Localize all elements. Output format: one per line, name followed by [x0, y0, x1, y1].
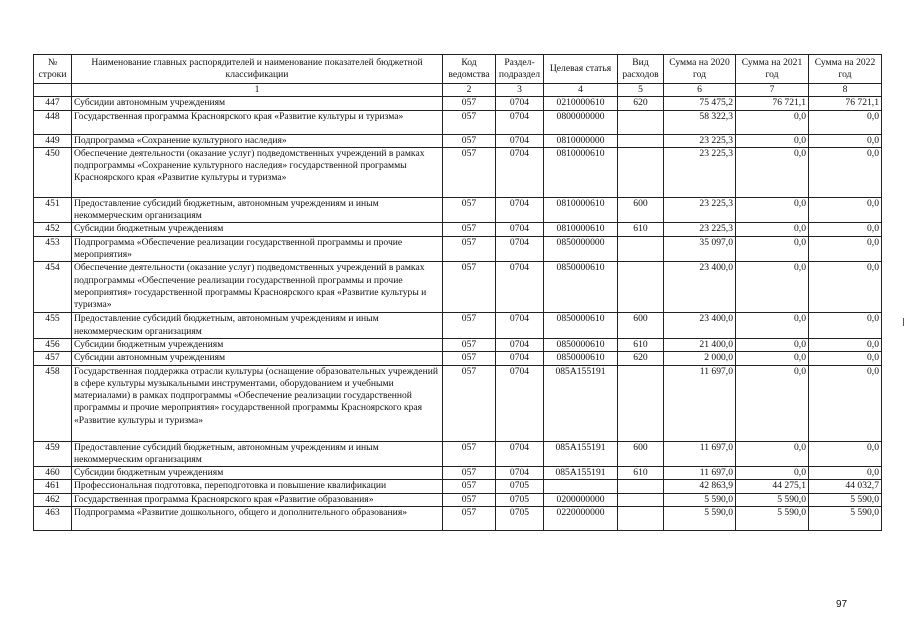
margin-mark [903, 318, 904, 326]
row-sum-2021: 0,0 [736, 236, 809, 262]
table-row [34, 441, 882, 467]
row-razdel: 0704 [496, 147, 544, 197]
row-number: 451 [34, 197, 72, 223]
row-razdel: 0705 [496, 480, 544, 493]
row-ved: 057 [443, 352, 496, 365]
row-sum-2022: 5 590,0 [809, 507, 882, 531]
row-name: Предоставление субсидий бюджетным, автономным учреждениям и иным некоммерческим организациям [72, 313, 443, 339]
row-razdel: 0704 [496, 467, 544, 480]
row-sum-2020: 23 400,0 [664, 262, 736, 313]
row-statya: 0210000610 [544, 97, 618, 110]
row-number: 458 [34, 365, 72, 441]
row-razdel: 0704 [496, 236, 544, 262]
row-sum-2022: 0,0 [809, 313, 882, 339]
row-sum-2022: 0,0 [809, 236, 882, 262]
table-row [34, 97, 882, 110]
row-name: Субсидии бюджетным учреждениям [72, 338, 443, 351]
table-row [34, 262, 882, 313]
row-ved: 057 [443, 134, 496, 147]
row-statya: 0810000610 [544, 147, 618, 197]
row-name: Обеспечение деятельности (оказание услуг) подведомственных учреждений в рамках подпрограммы «Обеспечение реализации государственной программы и прочие мероприятия» государственной программы Красноярского края «Развитие культуры и туризма» [72, 262, 443, 313]
row-statya: 0800000000 [544, 110, 618, 134]
row-name: Государственная программа Красноярского края «Развитие образования» [72, 493, 443, 506]
row-razdel: 0704 [496, 262, 544, 313]
row-statya: 0850000610 [544, 338, 618, 351]
row-name: Предоставление субсидий бюджетным, автономным учреждениям и иным некоммерческим организациям [72, 441, 443, 467]
row-name: Субсидии бюджетным учреждениям [72, 467, 443, 480]
row-sum-2021: 0,0 [736, 365, 809, 441]
row-razdel: 0704 [496, 110, 544, 134]
header-name: Наименование главных распорядителей и наименование показателей бюджетной классификации [72, 55, 443, 84]
row-sum-2022: 0,0 [809, 467, 882, 480]
row-ved: 057 [443, 365, 496, 441]
row-razdel: 0704 [496, 365, 544, 441]
row-sum-2021: 0,0 [736, 467, 809, 480]
row-sum-2022: 0,0 [809, 197, 882, 223]
row-vid: 600 [618, 313, 664, 339]
table-body [34, 97, 882, 531]
row-sum-2021: 76 721,1 [736, 97, 809, 110]
row-vid [618, 480, 664, 493]
table-row [34, 134, 882, 147]
row-ved: 057 [443, 441, 496, 467]
row-vid [618, 110, 664, 134]
row-statya: 0850000610 [544, 352, 618, 365]
row-statya: 0850000610 [544, 313, 618, 339]
column-number: 5 [618, 84, 664, 97]
row-sum-2020: 75 475,2 [664, 97, 736, 110]
row-statya: 0850000610 [544, 262, 618, 313]
table-row [34, 365, 882, 441]
header-sum-2020: Сумма на 2020 год [664, 55, 736, 84]
row-number: 460 [34, 467, 72, 480]
header-row-number: № строки [34, 55, 72, 84]
row-razdel: 0705 [496, 493, 544, 506]
row-sum-2021: 0,0 [736, 223, 809, 236]
table-row [34, 507, 882, 531]
column-number: 3 [496, 84, 544, 97]
row-statya: 0220000000 [544, 507, 618, 531]
row-vid [618, 493, 664, 506]
row-sum-2022: 0,0 [809, 262, 882, 313]
table-row [34, 313, 882, 339]
row-ved: 057 [443, 338, 496, 351]
row-name: Подпрограмма «Развитие дошкольного, общего и дополнительного образования» [72, 507, 443, 531]
row-number: 461 [34, 480, 72, 493]
row-vid: 620 [618, 352, 664, 365]
column-number-blank [34, 84, 72, 97]
table-row [34, 467, 882, 480]
row-razdel: 0704 [496, 441, 544, 467]
column-number: 7 [736, 84, 809, 97]
row-vid: 610 [618, 338, 664, 351]
row-sum-2022: 0,0 [809, 441, 882, 467]
table-row [34, 338, 882, 351]
row-vid [618, 147, 664, 197]
row-number: 449 [34, 134, 72, 147]
budget-table-container [33, 54, 881, 531]
header-sum-2021: Сумма на 2021 год [736, 55, 809, 84]
row-sum-2021: 0,0 [736, 110, 809, 134]
row-sum-2021: 5 590,0 [736, 507, 809, 531]
row-name: Субсидии автономным учреждениям [72, 352, 443, 365]
row-number: 452 [34, 223, 72, 236]
column-number: 6 [664, 84, 736, 97]
row-sum-2020: 42 863,9 [664, 480, 736, 493]
row-ved: 057 [443, 313, 496, 339]
row-razdel: 0704 [496, 134, 544, 147]
row-number: 454 [34, 262, 72, 313]
row-ved: 057 [443, 467, 496, 480]
header-row [34, 55, 882, 84]
row-sum-2020: 23 225,3 [664, 197, 736, 223]
row-number: 453 [34, 236, 72, 262]
row-name: Субсидии автономным учреждениям [72, 97, 443, 110]
row-vid [618, 365, 664, 441]
header-ved: Код ведомства [443, 55, 496, 84]
row-number: 448 [34, 110, 72, 134]
header-statya: Целевая статья [544, 55, 618, 84]
row-number: 450 [34, 147, 72, 197]
row-statya: 085A155191 [544, 441, 618, 467]
row-vid [618, 262, 664, 313]
row-razdel: 0704 [496, 352, 544, 365]
row-number: 459 [34, 441, 72, 467]
row-sum-2020: 35 097,0 [664, 236, 736, 262]
row-sum-2021: 0,0 [736, 313, 809, 339]
page-number: 97 [836, 599, 848, 610]
row-sum-2021: 0,0 [736, 262, 809, 313]
row-sum-2020: 11 697,0 [664, 365, 736, 441]
row-sum-2020: 58 322,3 [664, 110, 736, 134]
header-vid: Вид расходов [618, 55, 664, 84]
row-sum-2022: 0,0 [809, 134, 882, 147]
row-number: 463 [34, 507, 72, 531]
row-sum-2020: 5 590,0 [664, 507, 736, 531]
row-sum-2021: 0,0 [736, 147, 809, 197]
row-number: 447 [34, 97, 72, 110]
row-ved: 057 [443, 97, 496, 110]
column-number: 4 [544, 84, 618, 97]
row-razdel: 0704 [496, 338, 544, 351]
row-name: Государственная программа Красноярского края «Развитие культуры и туризма» [72, 110, 443, 134]
row-vid: 610 [618, 223, 664, 236]
budget-table [33, 54, 882, 531]
row-razdel: 0704 [496, 197, 544, 223]
row-ved: 057 [443, 110, 496, 134]
row-vid: 620 [618, 97, 664, 110]
row-statya: 0200000000 [544, 493, 618, 506]
table-row [34, 236, 882, 262]
row-sum-2022: 0,0 [809, 110, 882, 134]
row-statya [544, 480, 618, 493]
row-ved: 057 [443, 480, 496, 493]
row-ved: 057 [443, 262, 496, 313]
row-name: Обеспечение деятельности (оказание услуг) подведомственных учреждений в рамках подпрограммы «Сохранение культурного наследия» государственной программы Красноярского края «Развитие культуры и туризма» [72, 147, 443, 197]
row-sum-2021: 0,0 [736, 338, 809, 351]
row-number: 457 [34, 352, 72, 365]
row-number: 455 [34, 313, 72, 339]
row-sum-2020: 2 000,0 [664, 352, 736, 365]
row-sum-2021: 5 590,0 [736, 493, 809, 506]
row-sum-2021: 44 275,1 [736, 480, 809, 493]
table-row [34, 147, 882, 197]
row-razdel: 0704 [496, 223, 544, 236]
row-sum-2020: 11 697,0 [664, 441, 736, 467]
column-number: 8 [809, 84, 882, 97]
row-name: Подпрограмма «Сохранение культурного наследия» [72, 134, 443, 147]
row-sum-2022: 0,0 [809, 365, 882, 441]
row-sum-2020: 23 225,3 [664, 147, 736, 197]
row-sum-2020: 5 590,0 [664, 493, 736, 506]
row-statya: 0850000000 [544, 236, 618, 262]
row-sum-2022: 44 032,7 [809, 480, 882, 493]
row-sum-2022: 5 590,0 [809, 493, 882, 506]
header-sum-2022: Сумма на 2022 год [809, 55, 882, 84]
row-sum-2022: 0,0 [809, 223, 882, 236]
table-row [34, 352, 882, 365]
row-sum-2020: 23 225,3 [664, 223, 736, 236]
row-sum-2020: 21 400,0 [664, 338, 736, 351]
row-vid: 610 [618, 467, 664, 480]
row-number: 456 [34, 338, 72, 351]
row-razdel: 0705 [496, 507, 544, 531]
row-statya: 0810000610 [544, 197, 618, 223]
row-sum-2021: 0,0 [736, 441, 809, 467]
row-number: 462 [34, 493, 72, 506]
row-ved: 057 [443, 223, 496, 236]
row-vid [618, 507, 664, 531]
row-razdel: 0704 [496, 313, 544, 339]
table-row [34, 480, 882, 493]
row-sum-2022: 0,0 [809, 147, 882, 197]
row-name: Государственная поддержка отрасли культуры (оснащение образовательных учреждений в сфере культуры музыкальными инструментами, оборудованием и учебными материалами) в рамках подпрограммы «Обеспечение реализации государственной программы и прочие мероприятия» государственной программы Красноярского края «Развитие культуры и туризма» [72, 365, 443, 441]
row-sum-2021: 0,0 [736, 134, 809, 147]
table-row [34, 197, 882, 223]
row-ved: 057 [443, 507, 496, 531]
table-row [34, 223, 882, 236]
row-sum-2021: 0,0 [736, 352, 809, 365]
row-sum-2021: 0,0 [736, 197, 809, 223]
row-statya: 085A155191 [544, 365, 618, 441]
row-name: Профессиональная подготовка, переподготовка и повышение квалификации [72, 480, 443, 493]
row-ved: 057 [443, 493, 496, 506]
row-vid [618, 236, 664, 262]
row-name: Предоставление субсидий бюджетным, автономным учреждениям и иным некоммерческим организациям [72, 197, 443, 223]
row-statya: 085A155191 [544, 467, 618, 480]
row-razdel: 0704 [496, 97, 544, 110]
row-sum-2020: 11 697,0 [664, 467, 736, 480]
row-sum-2022: 76 721,1 [809, 97, 882, 110]
row-vid: 600 [618, 441, 664, 467]
row-sum-2022: 0,0 [809, 338, 882, 351]
row-sum-2020: 23 400,0 [664, 313, 736, 339]
row-ved: 057 [443, 197, 496, 223]
row-vid: 600 [618, 197, 664, 223]
table-row [34, 110, 882, 134]
row-ved: 057 [443, 236, 496, 262]
row-statya: 0810000000 [544, 134, 618, 147]
row-sum-2022: 0,0 [809, 352, 882, 365]
column-number-row [34, 84, 882, 97]
table-row [34, 493, 882, 506]
row-vid [618, 134, 664, 147]
row-name: Подпрограмма «Обеспечение реализации государственной программы и прочие мероприятия» [72, 236, 443, 262]
header-razdel: Раздел-подраздел [496, 55, 544, 84]
row-name: Субсидии бюджетным учреждениям [72, 223, 443, 236]
column-number: 1 [72, 84, 443, 97]
row-sum-2020: 23 225,3 [664, 134, 736, 147]
row-ved: 057 [443, 147, 496, 197]
column-number: 2 [443, 84, 496, 97]
row-statya: 0810000610 [544, 223, 618, 236]
